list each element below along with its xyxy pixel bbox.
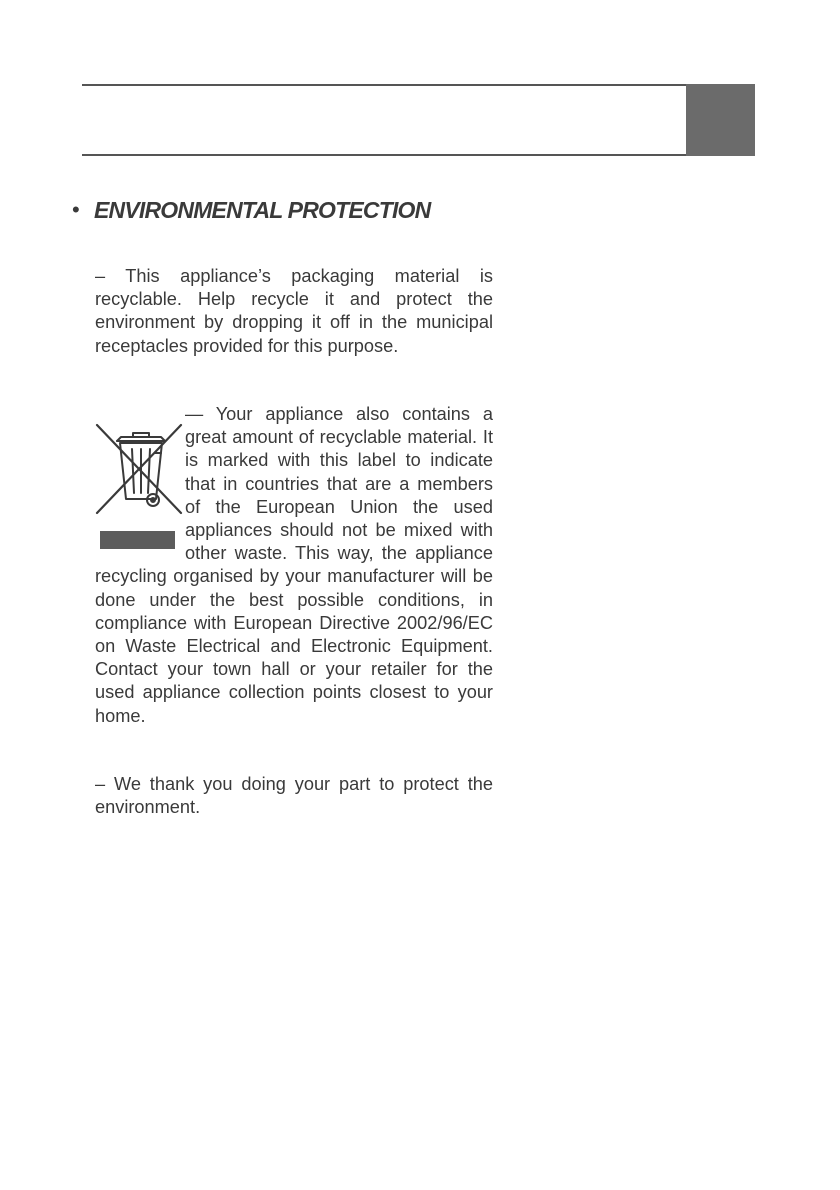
heading-bullet: • — [72, 197, 80, 222]
weee-paragraph: — Your appliance also contains a great amount of recyclable material. It is marked with this label to indicate that in countries that are a members of the European Union the used appliances should not be mixed with other waste. This way, the appliance recycling organised by your manufacturer will be done under the best possible conditions, in compliance with European Directive 2002/96/EC on Waste Electrical and Electronic Equipment. Contact your town hall or your retailer for the used appliance collection points closest to your home. — [95, 404, 493, 726]
crossed-out-wheelie-bin-icon — [95, 403, 183, 523]
section-title: ENVIRONMENTAL PROTECTION — [94, 196, 431, 223]
header-rule-top — [82, 84, 686, 86]
header-rule-bottom — [82, 154, 686, 156]
page-header-band — [82, 84, 755, 156]
packaging-paragraph: – This appliance’s packaging material is recyclable. Help recycle it and protect the environment by dropping it off in the municipal receptacles provided for this purpose. — [95, 266, 493, 356]
section-heading — [72, 194, 512, 226]
header-section-tab — [686, 84, 755, 156]
thanks-paragraph: – We thank you doing your part to protect the environment. — [95, 774, 493, 818]
weee-marking-bar — [100, 531, 175, 549]
weee-figure — [95, 403, 183, 551]
weee-block — [95, 403, 493, 728]
